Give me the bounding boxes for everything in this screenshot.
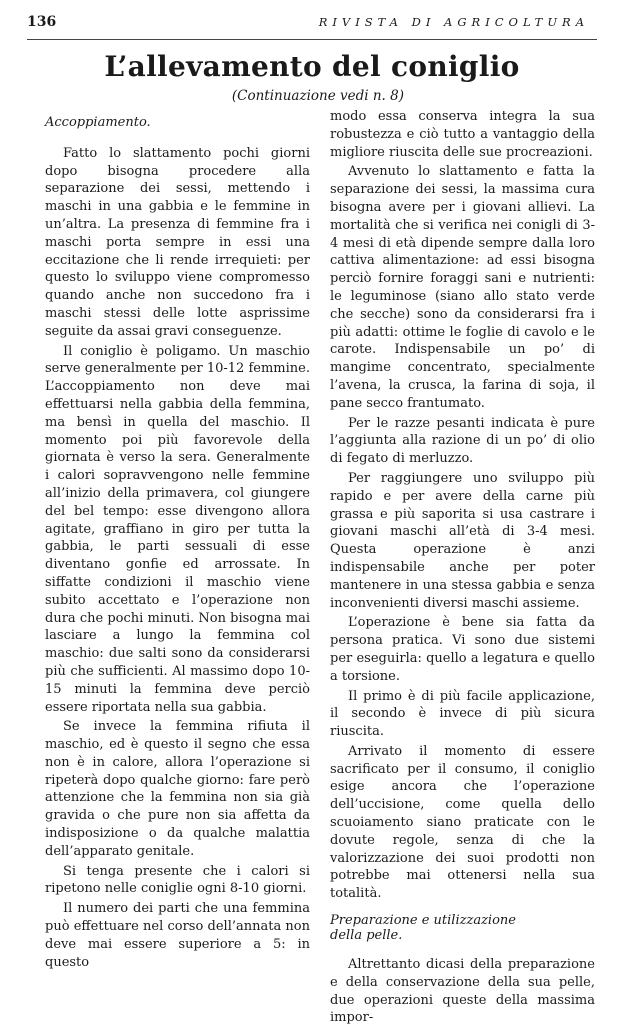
running-header: [27, 13, 597, 40]
paragraph: Se invece la femmina rifiuta il maschio, ed è questo il segno che essa non è in calore, allora l’operazione si ripeterà dopo qualche giorno: fare però attenzione che la femmina non sia già gravida o che pure non sia affetta da indisposizione o da qualche malattia dell’apparato genitale.: [45, 719, 310, 859]
paragraph: Fatto lo slattamento pochi giorni dopo bisogna procedere alla separazione dei sessi, mettendo i maschi in una gabbia e le femmine in un’altra. La presenza di femmine fra i maschi porta sempre in essi una eccitazione che li rende irrequieti: per questo lo sviluppo viene compromesso quando anche non succedono fra i maschi stessi delle lotte asprissime seguite da assai gravi conseguenze.: [45, 145, 310, 339]
article-subtitle: (Continuazione vedi n. 8): [231, 88, 404, 104]
article-title: L’allevamento del coniglio: [104, 50, 520, 83]
section-heading-pelle: [330, 913, 595, 943]
paragraph: Altrettanto dicasi della preparazione e della conservazione della sua pelle, due operazioni queste della massima impor-: [330, 957, 595, 1026]
paragraph: Per le razze pesanti indicata è pure l’aggiunta alla razione di un po’ di olio di fegato di merluzzo.: [330, 415, 595, 467]
right-column: [330, 108, 595, 1027]
journal-title: RIVISTA DI AGRICOLTURA: [318, 15, 589, 29]
paragraph: Per raggiungere uno sviluppo più rapido e per avere della carne più grassa e più saporita si usa castrare i giovani maschi all’età di 3-4 mesi. Questa operazione è anzi indispensabile anche per poter mantenere in una stessa gabbia e senza inconvenienti diversi maschi assieme.: [330, 470, 595, 611]
paragraph: Il primo è di più facile applicazione, il secondo è invece di più sicura riuscita.: [330, 688, 595, 740]
paragraph: Si tenga presente che i calori si ripetono nelle coniglie ogni 8-10 giorni.: [45, 863, 310, 897]
section-heading-line: Preparazione e utilizzazione: [330, 913, 516, 929]
paragraph: Avvenuto lo slattamento e fatta la separazione dei sessi, la massima cura bisogna avere per i giovani allievi. La mortalità che si verifica nei conigli di 3-4 mesi di età dipende sempre dalla loro cattiva alimentazione: ad essi bisogna perciò fornire foraggi sani e nutrienti: le leguminose (siano allo stato verde che secche) sono da considerarsi fra i più adatti: ottime le foglie di cavolo e le carote. Indispensabile un po’ di mangime concentrato, specialmente l’avena, la crusca, la farina di soja, il pane secco frantumato.: [330, 164, 595, 411]
paragraph-continued: modo essa conserva integra la sua robustezza e ciò tutto a vantaggio della migliore riuscita delle sue procreazioni.: [330, 109, 595, 160]
paragraph: Il coniglio è poligamo. Un maschio serve generalmente per 10-12 femmine. L’accoppiamento non deve mai effettuarsi nella gabbia della femmina, ma bensì in quella del maschio. Il momento poi più favorevole della giornata è verso la sera. Generalmente i calori sopravvengono nelle femmine all’inizio della primavera, col giungere del bel tempo: esse divengono allora agitate, graffiano in giro per tutta la gabbia, le parti sessuali di esse diventano gonfie ed arrossate. In siffatte condizioni il maschio viene subito accettato e l’operazione non dura che pochi minuti. Non bisogna mai lasciare a lungo la femmina col maschio: due salti sono da considerarsi più che sufficienti. Al massimo dopo 10-15 minuti la femmina deve perciò essere riportata nella sua gabbia.: [45, 343, 310, 715]
paragraph: L’operazione è bene sia fatta da persona pratica. Vi sono due sistemi per eseguirla: quello a legatura e quello a torsione.: [330, 615, 595, 684]
section-heading-accoppiamento: Accoppiamento.: [45, 115, 151, 130]
paragraph: Arrivato il momento di essere sacrificato per il consumo, il coniglio esige ancora che l’operazione dell’uccisione, come quella dello scuoiamento siano praticate con le dovute regole, senza di che la valorizzazione dei suoi prodotti non potrebbe mai ottenersi nella sua totalità.: [330, 743, 595, 902]
paragraph: Il numero dei parti che una femmina può effettuare nel corso dell’annata non deve mai essere superiore a 5: in questo: [45, 901, 310, 970]
page-number: 136: [27, 14, 57, 30]
left-column: [45, 114, 310, 971]
section-heading-line: della pelle.: [330, 928, 403, 944]
